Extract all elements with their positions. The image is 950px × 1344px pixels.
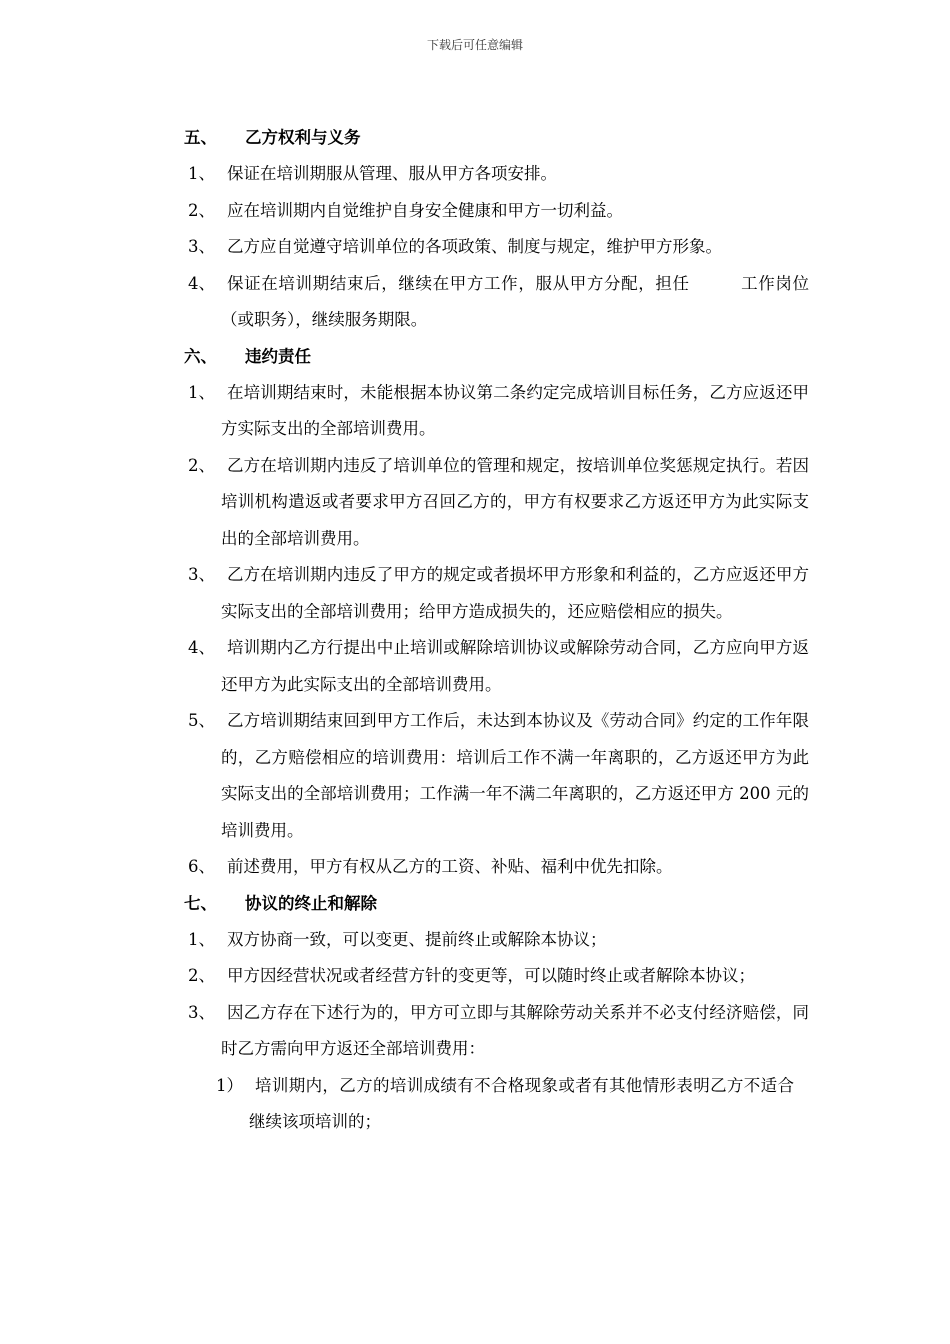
section-number: 七、 [184,893,217,913]
list-item [0,156,950,193]
item-text: 前述费用，甲方有权从乙方的工资、补贴、福利中优先扣除。 [227,857,673,876]
list-item [0,849,950,886]
item-text: 在培训期结束时，未能根据本协议第二条约定完成培训目标任务，乙方应返还甲方实际支出的全部培训费用。 [221,382,809,438]
item-number: 2、 [188,200,215,220]
item-text: 甲方因经营状况或者经营方针的变更等，可以随时终止或者解除本协议； [227,966,755,985]
item-text: 乙方培训期结束回到甲方工作后，未达到本协议及《劳动合同》约定的工作年限的，乙方赔偿相应的培训费用：培训后工作不满一年离职的，乙方返还甲方为此实际支出的全部培训费用；工作满一年不满二年离职的，乙方返还甲方 200 元的培训费用。 [221,711,809,840]
item-number: 4、 [188,273,215,293]
item-number: 1、 [188,929,215,949]
item-text: 乙方在培训期内违反了甲方的规定或者损坏甲方形象和利益的，乙方应返还甲方实际支出的全部培训费用；给甲方造成损失的，还应赔偿相应的损失。 [221,565,809,621]
item-number: 3、 [188,565,215,584]
section-title: 协议的终止和解除 [245,893,377,913]
list-item [0,630,950,703]
section-title: 乙方权利与义务 [245,128,361,147]
list-item [0,703,950,849]
section-number: 五、 [184,128,217,147]
item-text: 培训期内乙方行提出中止培训或解除培训协议或解除劳动合同，乙方应向甲方返还甲方为此实际支出的全部培训费用。 [221,638,809,694]
item-number: 4、 [188,638,215,657]
document-body [0,120,950,1141]
list-item [0,958,950,995]
list-item [0,557,950,630]
item-text: 乙方在培训期内违反了培训单位的管理和规定，按培训单位奖惩规定执行。若因培训机构遣返或者要求甲方召回乙方的，甲方有权要求乙方返还甲方为此实际支出的全部培训费用。 [221,455,809,548]
sub-item-number: 1） [216,1075,243,1095]
page-header: 下载后可任意编辑 [426,38,523,52]
list-item [0,922,950,959]
item-number: 1、 [188,164,215,183]
section-heading [0,120,950,156]
item-number: 5、 [188,711,215,730]
section-number: 六、 [184,346,217,366]
list-item [0,266,950,339]
item-text: 应在培训期内自觉维护自身安全健康和甲方一切利益。 [227,200,623,220]
list-item [0,995,950,1068]
item-text: 因乙方存在下述行为的，甲方可立即与其解除劳动关系并不必支付经济赔偿，同时乙方需向甲方返还全部培训费用： [221,1002,809,1058]
item-text: 保证在培训期服从管理、服从甲方各项安排。 [227,164,557,183]
item-number: 2、 [188,966,215,985]
section-title: 违约责任 [245,346,311,366]
item-text: 保证在培训期结束后，继续在甲方工作，服从甲方分配，担任 工作岗位（或职务），继续服务期限。 [221,273,809,329]
section-heading [0,886,950,922]
item-number: 3、 [188,237,215,256]
item-number: 6、 [188,857,215,876]
item-number: 1、 [188,382,215,402]
item-number: 3、 [188,1002,215,1022]
sub-list-item [0,1068,950,1141]
list-item [0,229,950,266]
sub-item-text: 培训期内，乙方的培训成绩有不合格现象或者有其他情形表明乙方不适合继续该项培训的； [249,1075,794,1131]
section-heading [0,339,950,375]
item-text: 双方协商一致，可以变更、提前终止或解除本协议； [227,929,607,949]
list-item [0,193,950,230]
item-text: 乙方应自觉遵守培训单位的各项政策、制度与规定，维护甲方形象。 [227,237,722,256]
list-item [0,448,950,558]
list-item [0,375,950,448]
item-number: 2、 [188,455,215,475]
